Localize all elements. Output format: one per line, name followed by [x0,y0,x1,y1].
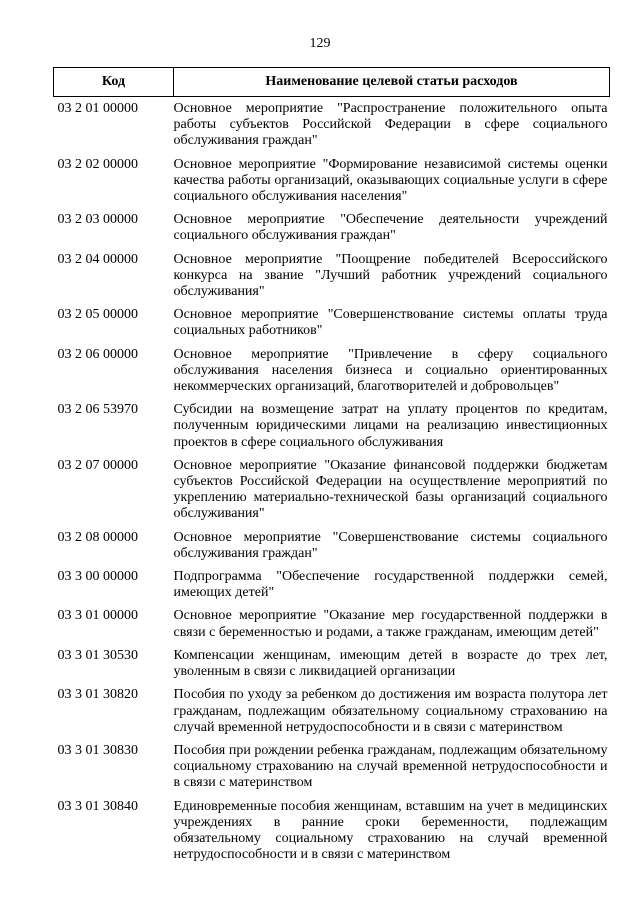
table-row [54,797,610,869]
table-row [54,250,610,306]
row-code: 03 2 04 00000 [57,251,138,267]
row-code: 03 3 00 00000 [57,569,138,585]
table-row [54,646,610,685]
table-row [54,305,610,344]
row-code: 03 2 05 00000 [57,307,138,323]
table-row [54,155,610,211]
row-code: 03 2 06 00000 [57,346,138,362]
expense-articles-table [53,67,610,868]
row-code: 03 2 03 00000 [57,212,138,228]
table-row [54,210,610,249]
row-name: Основное мероприятие "Привлечение в сферу социального обслуживания населения бизнеса и социально ориентированных некоммерческих организаций, благотворителей и добровольцев" [173,346,608,395]
page-number: 129 [309,36,331,51]
row-name: Основное мероприятие "Обеспечение деятельности учреждений социального обслуживания граждан" [173,212,608,244]
row-code: 03 3 01 00000 [57,608,138,624]
row-name: Единовременные пособия женщинам, вставшим на учет в медицинских учреждениях в ранние сроки беременности, подлежащим обязательному социальному страхованию на случай временной нетрудоспособности и в связи с материнством [173,798,608,863]
row-name: Основное мероприятие "Совершенствование системы социального обслуживания граждан" [173,529,608,561]
row-name: Пособия при рождении ребенка гражданам, подлежащим обязательному социальному страхованию на случай временной нетрудоспособности и в связи с материнством [173,742,608,791]
row-code: 03 3 01 30530 [57,647,138,663]
row-code: 03 3 01 30840 [57,798,138,814]
table-row [54,345,610,401]
row-name: Основное мероприятие "Формирование независимой системы оценки качества работы организаций, оказывающих социальные услуги в сфере социального обслуживания населения" [173,156,608,205]
row-code: 03 2 07 00000 [57,457,138,473]
row-name: Подпрограмма "Обеспечение государственной поддержки семей, имеющих детей" [173,569,608,601]
row-code: 03 2 08 00000 [57,529,138,545]
row-name: Пособия по уходу за ребенком до достижения им возраста полутора лет гражданам, подлежащим обязательному социальному страхованию на случай временной нетрудоспособности и в связи с материнством [173,687,608,735]
table-row [54,606,610,645]
table-row [54,528,610,567]
table-row [54,685,610,741]
row-code: 03 3 01 30830 [57,742,138,758]
row-name: Основное мероприятие "Поощрение победителей Всероссийского конкурса на звание "Лучший работник учреждений социального обслуживания" [173,251,608,300]
row-code: 03 3 01 30820 [57,687,138,703]
table-row [54,456,610,528]
header-name: Наименование целевой статьи расходов [174,68,610,97]
header-code: Код [54,68,174,97]
row-name: Субсидии на возмещение затрат на уплату процентов по кредитам, полученным юридическими лицами на реализацию инвестиционных проектов в сфере социального обслуживания [173,402,608,450]
row-name: Основное мероприятие "Совершенствование системы оплаты труда социальных работников" [173,307,608,339]
row-code: 03 2 02 00000 [57,156,138,172]
table-row [54,400,610,456]
row-name: Основное мероприятие "Оказание мер государственной поддержки в связи с беременностью и родами, а также гражданам, имеющим детей" [173,608,608,640]
row-code: 03 2 06 53970 [57,402,138,418]
row-name: Основное мероприятие "Распространение положительного опыта работы субъектов Российской Федерации в сфере социального обслуживания граждан" [173,101,608,149]
row-name: Компенсации женщинам, имеющим детей в возрасте до трех лет, уволенным в связи с ликвидацией организации [173,647,608,680]
table-header-row [54,68,610,97]
table-row [54,741,610,797]
row-code: 03 2 01 00000 [57,101,138,116]
row-name: Основное мероприятие "Оказание финансовой поддержки бюджетам субъектов Российской Федерации на осуществление мероприятий по укреплению материально-технической базы организаций социального обслуживания" [173,457,608,522]
table-row [54,97,610,155]
table-row [54,567,610,606]
